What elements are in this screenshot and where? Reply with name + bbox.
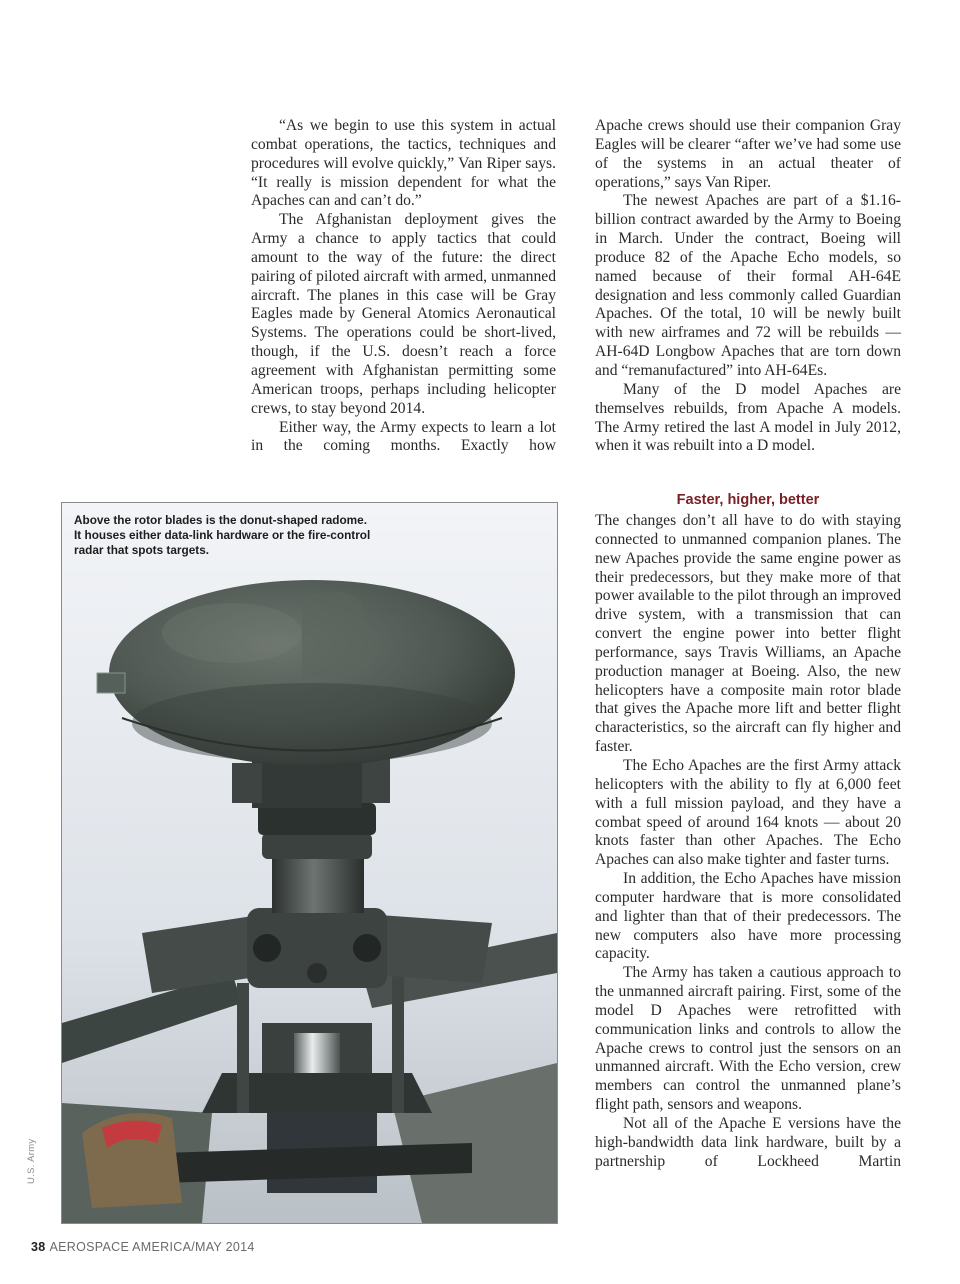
paragraph: The Afghanistan deployment gives the Army a chance to apply tactics that could amount to the way of the future: the direct pairing of piloted aircraft with armed, unmanned aircraft. The planes in this case will be Gray Eagles made by General Atomics Aeronautical Systems. The operations could be short-lived, though, if the U.S. doesn’t reach a force agreement with Afghanistan permitting some American troops, perhaps including helicopter crews, to stay beyond 2014. — [251, 211, 556, 417]
page-number: 38 — [31, 1240, 46, 1254]
rotor-radome-photo — [62, 503, 557, 1223]
photo-figure — [61, 502, 558, 1224]
paragraph: Many of the D model Apaches are themselves rebuilds, from Apache A models. The Army retired the last A model in July 2012, when it was rebuilt into a D model. — [595, 380, 901, 455]
paragraph: Not all of the Apache E versions have the high-bandwidth data link hardware, built by a partnership of Lockheed Martin — [595, 1115, 901, 1170]
paragraph: The Army has taken a cautious approach to the unmanned aircraft pairing. First, some of the model D Apaches were retrofitted with communication links and controls to allow the Apache crews to control just the sensors on an unmanned aircraft. With the Echo version, crew members can control the unmanned plane’s flight path, sensors and weapons. — [595, 964, 901, 1114]
paragraph: The changes don’t all have to do with staying connected to unmanned companion planes. The new Apaches provide the same engine power as their predecessors, but they make more of that power available to the pilot through an improved drive system, with a transmission that can convert the engine power into better flight performance, says Travis Williams, an Apache production manager at Boeing. Also, the new helicopters have a composite main rotor blade that gives the Apache more lift and better flight characteristics, so the aircraft can fly higher and faster. — [595, 512, 901, 756]
paragraph: Either way, the Army expects to learn a lot in the coming months. Exactly how — [251, 418, 556, 455]
section-subhead: Faster, higher, better — [676, 492, 820, 508]
paragraph: “As we begin to use this system in actual combat operations, the tactics, techniques and procedures will evolve quickly,” Van Riper says. “It really is mission dependent for what the Apaches can and can’t do.” — [251, 117, 556, 210]
paragraph: The Echo Apaches are the first Army attack helicopters with the ability to fly at 6,000 feet with a full mission payload, and they have a combat speed of around 164 knots — about 20 knots faster than other Apaches. The Echo Apaches can also make tighter and faster turns. — [595, 756, 901, 869]
paragraph: The newest Apaches are part of a $1.16-billion contract awarded by the Army to Boeing in March. Under the contract, Boeing will produce 82 of the Apache Echo models, so named because of their formal AH-64E designation and less commonly called Guardian Apaches. Of the total, 10 will be newly built with new airframes and 72 will be rebuilds — AH-64D Longbow Apaches that are torn down and “remanufactured” into AH-64Es. — [595, 192, 901, 379]
paragraph: In addition, the Echo Apaches have mission computer hardware that is more consolidated and lighter than that of their predecessors. The new computers also have more processing capacity. — [595, 870, 901, 963]
photo-caption: Above the rotor blades is the donut-shaped radome. It houses either data-link hardware or the fire-control radar that spots targets. — [74, 513, 371, 557]
article-column-right-top — [595, 117, 901, 456]
photo-credit: U.S. Army — [26, 1138, 37, 1184]
publication-name: AEROSPACE AMERICA/MAY 2014 — [49, 1240, 255, 1254]
article-column-right-bottom — [595, 512, 901, 1172]
page-footer — [31, 1240, 255, 1254]
article-column-left — [251, 117, 556, 456]
paragraph: Apache crews should use their companion Gray Eagles will be clearer “after we’ve had some use of the systems in an actual theater of operations,” says Van Riper. — [595, 117, 901, 191]
